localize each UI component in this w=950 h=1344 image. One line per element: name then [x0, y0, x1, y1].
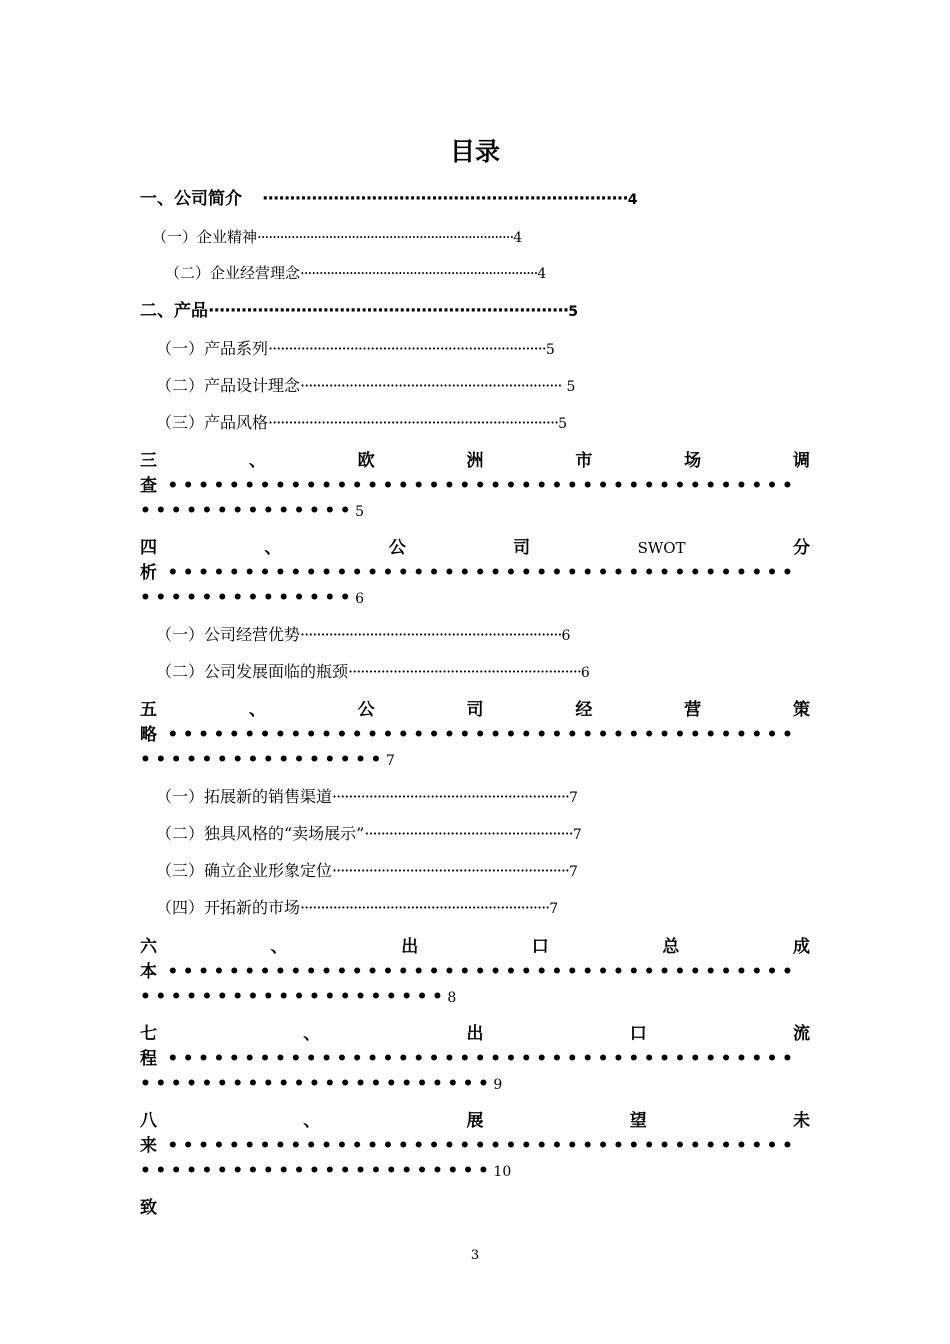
- toc-entry-5-line3: ••••••••••••••••7: [140, 750, 395, 770]
- toc-entry-3-line1[interactable]: 三 、 欧 洲 市 场 调: [140, 451, 810, 471]
- toc-entry-4-1[interactable]: （一）公司经营优势································································6: [156, 625, 571, 644]
- toc-entry-9[interactable]: 致: [140, 1198, 157, 1218]
- toc-entry-3-line2[interactable]: 查 •••••••••••••••••••••••••••••••••••••••••: [140, 476, 798, 496]
- toc-entry-5-line2[interactable]: 略 •••••••••••••••••••••••••••••••••••••••••: [140, 725, 798, 745]
- toc-entry-4-line1[interactable]: 四 、 公 司 SWOT 分: [140, 538, 810, 558]
- toc-title: 目录: [449, 137, 500, 166]
- toc-entry-5-2[interactable]: （二）独具风格的“卖场展示”···················································7: [156, 824, 582, 843]
- toc-entry-6-line3: ••••••••••••••••••••8: [140, 987, 457, 1007]
- toc-entry-6-line1[interactable]: 六 、 出 口 总 成: [140, 937, 810, 957]
- toc-entry-4-line2[interactable]: 析 •••••••••••••••••••••••••••••••••••••••••: [140, 563, 798, 583]
- toc-entry-8-line1[interactable]: 八 、 展 望 未: [140, 1111, 810, 1131]
- toc-entry-1-2[interactable]: （二）企业经营理念·······························································4: [165, 264, 547, 282]
- toc-entry-6-line2[interactable]: 本 •••••••••••••••••••••••••••••••••••••••••: [140, 962, 798, 982]
- toc-entry-2-2[interactable]: （二）产品设计理念································································ 5: [156, 376, 576, 395]
- toc-entry-5-line1[interactable]: 五 、 公 司 经 营 策: [140, 700, 810, 720]
- toc-entry-5-1[interactable]: （一）拓展新的销售渠道··························································7: [156, 787, 578, 806]
- toc-entry-7-line2[interactable]: 程 •••••••••••••••••••••••••••••••••••••••••: [140, 1049, 798, 1069]
- toc-entry-4-line3: ••••••••••••••6: [140, 588, 365, 608]
- toc-entry-1-1[interactable]: （一）企业精神····································································4: [152, 228, 523, 246]
- toc-entry-2[interactable]: 二、产品··································································5: [140, 301, 578, 321]
- toc-entry-5-3[interactable]: （三）确立企业形象定位··························································7: [156, 861, 578, 880]
- toc-entry-1[interactable]: 一、公司简介 ···································································4: [140, 189, 638, 209]
- toc-entry-4-2[interactable]: （二）公司发展面临的瓶颈·························································6: [156, 662, 590, 681]
- toc-entry-8-line2[interactable]: 来 •••••••••••••••••••••••••••••••••••••••••: [140, 1136, 798, 1156]
- page-number: 3: [470, 1248, 480, 1263]
- toc-entry-5-4[interactable]: （四）开拓新的市场·····························································7: [156, 898, 559, 917]
- toc-entry-2-1[interactable]: （一）产品系列····································································5: [156, 339, 555, 358]
- toc-entry-7-line3: •••••••••••••••••••••••9: [140, 1074, 503, 1094]
- toc-entry-8-line3: •••••••••••••••••••••••10: [140, 1161, 512, 1181]
- toc-entry-2-3[interactable]: （三）产品风格·······································································5: [156, 413, 568, 432]
- toc-entry-7-line1[interactable]: 七 、 出 口 流: [140, 1024, 810, 1044]
- toc-entry-3-line3: ••••••••••••••5: [140, 501, 365, 521]
